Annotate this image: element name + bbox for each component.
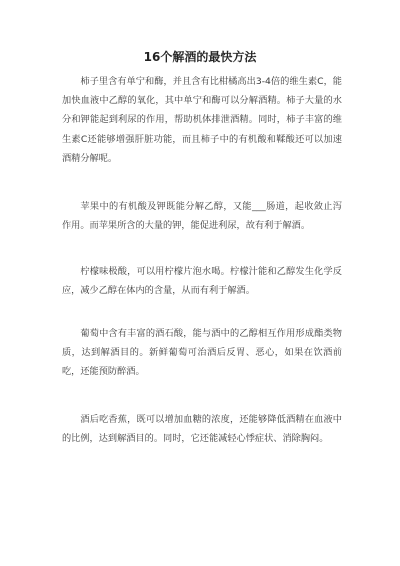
document-title: 16个解酒的最快方法	[143, 50, 257, 64]
paragraph-persimmon: 柿子里含有单宁和酶，并且含有比柑橘高出3-4倍的维生素C，能加快血液中乙醇的氧化，其中单宁和酶可以分解酒精。柿子大量的水分和钾能起到利尿的作用，帮助机体排泄酒精。同时，柿子丰富的维生素C还能够增强肝脏功能，而且柿子中的有机酸和鞣酸还可以加速酒精分解呢。	[62, 76, 342, 164]
paragraph-apple: 苹果中的有机酸及钾既能分解乙醇，又能___肠道，起收敛止泻作用。而苹果所含的大量的钾，能促进利尿，故有利于解酒。	[62, 201, 342, 232]
paragraph-lemon: 柠檬味极酸，可以用柠檬片泡水喝。柠檬汁能和乙醇发生化学反应，减少乙醇在体内的含量，从而有利于解酒。	[62, 266, 342, 297]
paragraph-grape: 葡萄中含有丰富的酒石酸，能与酒中的乙醇相互作用形成酯类物质，达到解酒目的。新鲜葡萄可治酒后反胃、恶心，如果在饮酒前吃，还能预防醉酒。	[62, 328, 342, 378]
paragraph-banana: 酒后吃香蕉，既可以增加血糖的浓度，还能够降低酒精在血液中的比例，达到解酒目的。同时，它还能减轻心悸症状、消除胸闷。	[62, 414, 342, 445]
